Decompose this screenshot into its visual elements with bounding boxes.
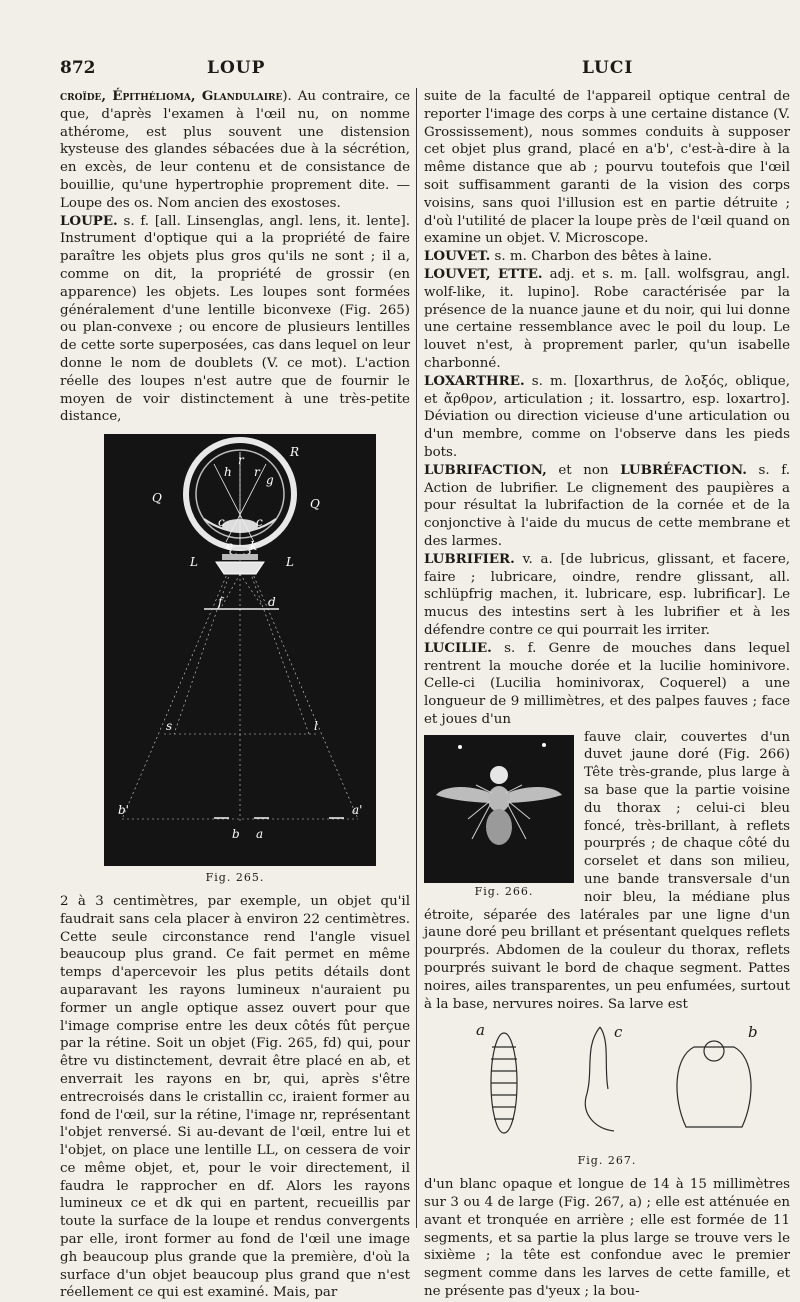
left-running-title: LOUP (207, 58, 266, 78)
svg-text:L: L (286, 555, 294, 570)
running-header (0, 58, 800, 86)
eye-optics-engraving (104, 434, 376, 866)
figure-266-fly-engraving (424, 735, 574, 883)
right-running-title: LUCI (582, 58, 634, 78)
page-number: 872 (60, 58, 96, 78)
svg-text:b: b (232, 827, 240, 842)
entry-lucilie-description: fauve clair, couvertes d'un duvet jaune doré (Fig. 266) Tête très-grande, plus large à sa base que la partie voisine du thorax ; celui-ci bleu foncé, très-brillant, à reflets pourprés ; de chaque côté du corselet et dans son milieu, une bande transversale d'un noir bleu, la médiane plus étroite, séparée des latérales par une ligne d'un jaune doré peu brillant et présentant quelques reflets pourprés. Abdomen de la couleur du thorax, reflets pourprés suivant le bord de chaque segment. Pattes noires, ailes transparentes, un peu enfumées, surtout à la base, nervures noires. Sa larve est (424, 729, 790, 1012)
svg-text:c: c (218, 515, 225, 530)
svg-text:Q: Q (152, 491, 162, 506)
entry-loxarthre: LOXARTHRE. s. m. [loxarthrus, de λοξός, oblique, et ἄρθρον, articulation ; it. lossartro, esp. loxartro]. Déviation ou direction vicieuse d'une articulation ou d'un membre, comme on l'observe dans les pieds bots. (424, 372, 790, 460)
left-paragraph-continuation: 2 à 3 centimètres, par exemple, un objet qu'il faudrait sans cela placer à environ 22 centimètres. Cette seule circonstance rend l'angle visuel beaucoup plus grand. Ce fait permet en même temps d'apercevoir les plus petits détails dont auparavant les rayons lumineux n'auraient pu former un angle optique assez ouvert pour que l'image comprise entre les deux côtés fût perçue par la rétine. Soit un objet (Fig. 265, fd) qui, pour être vu distinctement, devrait être placé en ab, et enverrait les rayons en br, qui, après s'être entrecroisés dans le cristallin cc, iraient former au fond de l'œil, sur la rétine, l'image nr, représentant l'objet renversé. Si au-devant de l'œil, entre lui et l'objet, on place une lentille LL, on cessera de voir ce même objet, et, pour le voir directement, il faudra le rapprocher en df. Alors les rayons lumineux ce et dk qui en partent, recueillis par toute la surface de la loupe et rendus convergents par elle, iront former au fond de l'œil une image gh beaucoup plus grande que la première, d'où la surface d'un objet beaucoup plus grand que n'est réellement ce qui est examiné. Mais, par (60, 893, 410, 1301)
svg-text:a': a' (352, 803, 363, 818)
fly-illustration (424, 735, 574, 883)
entry-louvet-ette: LOUVET, ETTE. adj. et s. m. [all. wolfsgrau, angl. wolf-like, it. lupino]. Robe caractérisée par la présence de la nuance jaune et du noir, qui lui donne une certaine ressemblance avec le poil du loup. Le louvet n'est, à proprement parler, qu'un isabelle charbonné. (424, 265, 790, 371)
svg-text:h: h (224, 465, 232, 480)
svg-text:c: c (256, 515, 263, 530)
svg-text:f: f (218, 595, 223, 610)
entry-loupe-continuation: croïde, Épithélioma, Glandulaire). Au contraire, ce que, d'après l'examen à l'œil nu, on nomme athérome, est plus souvent une distension kysteuse des glandes sébacées due à la sécrétion, en excès, de leur contenu et de consistance de bouillie, qu'une hypertrophie proprement dite. — Loupe des os. Nom ancien des exostoses. (60, 88, 410, 211)
entry-louvet: LOUVET. s. m. Charbon des bêtes à laine. (424, 248, 713, 265)
svg-text:g: g (266, 473, 274, 488)
right-paragraph-continuation: suite de la faculté de l'appareil optique central de reporter l'image des corps à une certaine distance (V. Grossissement), nous sommes conduits à supposer cet objet plus grand, placé en a'b', c'est-à-dire à la même distance que ab ; pourvu toutefois que l'œil soit suffisamment garanti de la vision des corps voisins, sans quoi l'illusion est en partie détruite ; d'où l'utilité de placer la loupe près de l'œil quand on examine un objet. V. Microscope. (424, 89, 790, 247)
svg-text:R: R (290, 445, 300, 460)
svg-text:Q: Q (310, 497, 320, 512)
svg-text:b: b (748, 1023, 758, 1042)
entry-lubrifaction: LUBRIFACTION, et non LUBRÉFACTION. s. f. Action de lubrifier. Le clignement des paupières a pour résultat la lubrifaction de la cornée et de la conjonctive à l'aide du mucus de cette membrane et des larmes. (424, 461, 790, 549)
headword-loupe: LOUPE. (60, 212, 118, 229)
entry-lucilie: LUCILIE. s. f. Genre de mouches dans lequel rentrent la mouche dorée et la lucilie hominivore. Celle-ci (Lucilia hominivorax, Coquerel) a une longueur de 9 millimètres, et des palpes fauves ; face et joues d'un (424, 639, 790, 727)
svg-text:r: r (238, 453, 244, 468)
figure-265-eye-lens-diagram (104, 434, 376, 866)
figure-265-caption: Fig. 265. (205, 871, 265, 885)
svg-text:L: L (190, 555, 198, 570)
svg-text:b': b' (118, 803, 129, 818)
figure-267-caption: Fig. 267. (577, 1154, 637, 1168)
svg-text:a: a (476, 1021, 485, 1040)
right-column (424, 88, 790, 1301)
svg-text:k: k (250, 539, 258, 554)
entry-lubrifier: LUBRIFIER. v. a. [de lubricus, glissant, et facere, faire ; lubricare, oindre, rendre glissant, all. schlüpfrig machen, it. lubricare, esp. lubrificar]. Le mucus des intestins sert à les lubrifier et à les défendre contre ce qui pourrait les irriter. (424, 550, 790, 638)
figure-267-larva-engravings (424, 1017, 784, 1149)
column-divider (416, 88, 417, 1228)
svg-text:c: c (614, 1023, 623, 1042)
larva-illustration (424, 1017, 784, 1149)
svg-text:l: l (314, 719, 318, 734)
entry-lucilie-larva: d'un blanc opaque et longue de 14 à 15 millimètres sur 3 ou 4 de large (Fig. 267, a) ; elle est atténuée en avant et tronquée en arrière ; elle est formée de 11 segments, et sa partie la plus large se trouve vers le sixième ; la tête est confondue avec le premier segment comme dans les larves de cette famille, et ne présente pas d'yeux ; la bou- (424, 1177, 790, 1300)
figure-266-wrap (424, 729, 584, 907)
svg-text:s: s (166, 719, 173, 734)
figure-266-caption: Fig. 266. (474, 884, 534, 898)
svg-text:e: e (226, 539, 234, 554)
left-column (60, 88, 410, 1302)
svg-text:r: r (254, 465, 260, 480)
entry-loupe: LOUPE. s. f. [all. Linsenglas, angl. lens, it. lente]. Instrument d'optique qui a la propriété de faire paraître les objets plus gros qu'ils ne sont ; il a, comme on dit, la propriété de grossir (en apparence) les objets. Les loupes sont formées généralement d'une lentille biconvexe (Fig. 265) ou plan-convexe ; ou encore de plusieurs lentilles de cette sorte superposées, cas dans lequel on leur donne le nom de doublets (V. ce mot). L'action réelle des loupes n'est autre que de fournir le moyen de voir distinctement à une très-petite distance, (60, 212, 410, 425)
svg-text:a: a (256, 827, 264, 842)
svg-text:d: d (268, 595, 276, 610)
